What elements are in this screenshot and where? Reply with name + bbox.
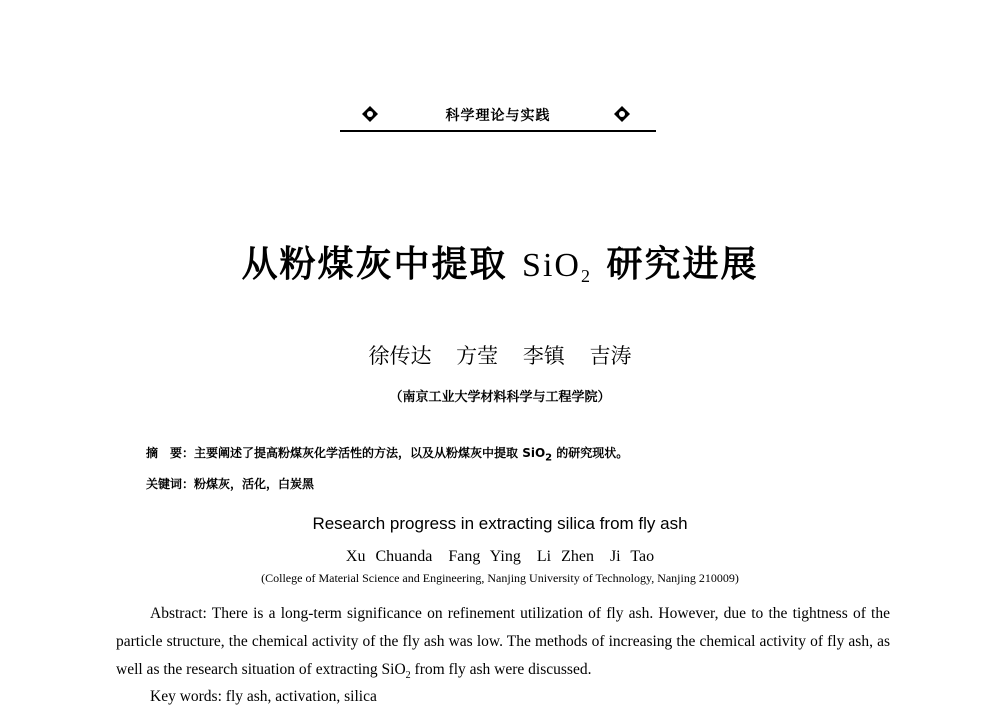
journal-section-header bbox=[340, 100, 656, 132]
abstract-en-label: Abstract: bbox=[150, 605, 207, 622]
affiliation-cn: （南京工业大学材料科学与工程学院） bbox=[389, 390, 611, 405]
title-cn-before: 从粉煤灰中提取 bbox=[241, 243, 508, 285]
keywords-en bbox=[150, 688, 377, 706]
affiliation-en: (College of Material Science and Engineering, Nanjing University of Technology, Nanjing 210009) bbox=[261, 571, 739, 585]
authors-cn: 徐传达 方莹 李镇 吉涛 bbox=[368, 344, 632, 368]
diamond-ornament-icon bbox=[362, 106, 378, 122]
authors-en: Xu Chuanda Fang Ying Li Zhen Ji Tao bbox=[345, 548, 655, 565]
abstract-cn: 摘 要：主要阐述了提高粉煤灰化学活性的方法，以及从粉煤灰中提取 SiO$_2$ 的研究现状。 bbox=[146, 446, 629, 464]
keywords-cn-label: 关键词： bbox=[146, 477, 195, 492]
abstract-en-text: There is a long-term significance on refinement utilization of fly ash. However, due to the tightness of the particle structure, the chemical activity of the fly ash was low. The methods of increasing the chemical activity of fly ash, as well as the research situation of extracting SiO bbox=[116, 605, 890, 678]
diamond-ornament-icon bbox=[614, 106, 630, 122]
abstract-en: Abstract: There is a long-term significance on refinement utilization of fly ash. However, due to the tightness of the particle structure, the chemical activity of the fly ash was low. The methods of increasing the chemical activity of fly ash, as well as the research situation of extracting SiO$_2$ from fly ash were discussed. bbox=[116, 605, 890, 682]
keywords-en-label: Key words: bbox=[150, 688, 222, 705]
title-cn-after: 研究进展 bbox=[606, 243, 759, 285]
keywords-cn bbox=[146, 471, 628, 497]
paper-title bbox=[0, 236, 1000, 287]
title-formula: SiO$_2$ bbox=[522, 247, 592, 286]
abstract-cn-label: 摘 要： bbox=[146, 446, 195, 460]
keywords-en-text: fly ash, activation, silica bbox=[225, 688, 377, 705]
abstract-cn-block bbox=[146, 440, 628, 497]
abstract-cn-text: 主要阐述了提高粉煤灰化学活性的方法，以及从粉煤灰中提取 SiO bbox=[194, 446, 546, 460]
paper-title-en: Research progress in extracting silica from fly ash bbox=[312, 514, 688, 533]
section-title: 科学理论与实践 bbox=[445, 108, 551, 124]
keywords-cn-text: 粉煤灰，活化，白炭黑 bbox=[194, 477, 315, 492]
